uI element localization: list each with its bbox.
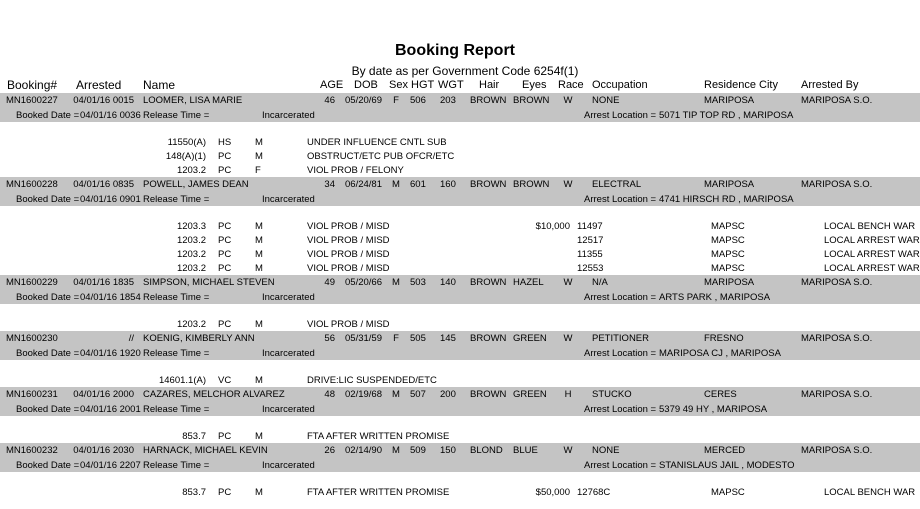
arrested-datetime: //: [128, 333, 134, 344]
sex: F: [393, 95, 399, 106]
dob: 05/31/59: [345, 333, 382, 344]
charge-description: VIOL PROB / MISD: [307, 249, 390, 260]
release-status: Incarcerated: [262, 110, 315, 121]
arrested-by: MARIPOSA S.O.: [801, 277, 873, 288]
booking-number: MN1600228: [6, 179, 58, 190]
charge-code: 14601.1(A): [158, 375, 206, 386]
release-status: Incarcerated: [262, 292, 315, 303]
booking-number: MN1600227: [6, 95, 58, 106]
case-number: 11355: [577, 249, 603, 260]
arrest-location-label: Arrest Location =: [584, 348, 657, 359]
occupation: PETITIONER: [592, 333, 650, 344]
booking-number: MN1600231: [6, 389, 58, 400]
person-name: CAZARES, MELCHOR ALVAREZ: [143, 389, 285, 400]
release-time-label: Release Time =: [143, 404, 210, 415]
dob: 05/20/66: [345, 277, 382, 288]
col-eyes: Eyes: [522, 79, 547, 91]
weight: 160: [440, 179, 456, 190]
hair: BROWN: [470, 179, 507, 190]
charge-level: M: [255, 375, 263, 386]
sex: M: [392, 389, 400, 400]
booking-number: MN1600232: [6, 445, 58, 456]
booked-date: 04/01/16 1920: [80, 348, 141, 359]
charge-description: UNDER INFLUENCE CNTL SUB: [307, 137, 447, 148]
charge-code: 1203.2: [176, 263, 206, 274]
dob: 02/14/90: [345, 445, 382, 456]
hair: BROWN: [470, 389, 507, 400]
booked-date: 04/01/16 2207: [80, 460, 141, 471]
charge-level: M: [255, 431, 263, 442]
charge-type: VC: [218, 375, 232, 386]
hair: BROWN: [470, 277, 507, 288]
arrest-location: STANISLAUS JAIL , MODESTO: [659, 460, 795, 471]
warrant-type: LOCAL BENCH WAR: [824, 221, 916, 232]
arrest-location: ARTS PARK , MARIPOSA: [659, 292, 771, 303]
occupation: NONE: [592, 95, 620, 106]
arrest-location-label: Arrest Location =: [584, 292, 657, 303]
occupation: N/A: [592, 277, 608, 288]
booked-date: 04/01/16 2001: [80, 404, 141, 415]
col-residence: Residence City: [704, 79, 778, 91]
col-age: AGE: [320, 79, 344, 91]
booking-number: MN1600229: [6, 277, 58, 288]
charge-description: VIOL PROB / MISD: [307, 221, 390, 232]
release-status: Incarcerated: [262, 348, 315, 359]
booked-date: 04/01/16 1854: [80, 292, 141, 303]
arrested-by: MARIPOSA S.O.: [801, 445, 873, 456]
arrested-datetime: 04/01/16 0835: [73, 179, 134, 190]
arrested-datetime: 04/01/16 2000: [73, 389, 134, 400]
charge-code: 1203.2: [176, 165, 206, 176]
issuing-agency: MAPSC: [711, 249, 745, 260]
charge-type: PC: [218, 431, 232, 442]
arrested-by: MARIPOSA S.O.: [801, 333, 873, 344]
charge-level: M: [255, 487, 263, 498]
person-name: SIMPSON, MICHAEL STEVEN: [143, 277, 275, 288]
col-arrested: Arrested: [76, 78, 122, 92]
arrested-datetime: 04/01/16 2030: [73, 445, 134, 456]
hair: BROWN: [470, 95, 507, 106]
report-title: Booking Report: [395, 42, 515, 59]
booked-date-label: Booked Date =: [16, 110, 80, 121]
charge-code: 1203.3: [176, 221, 206, 232]
booked-date-label: Booked Date =: [16, 460, 80, 471]
hair: BLOND: [470, 445, 503, 456]
release-time-label: Release Time =: [143, 110, 210, 121]
col-wgt: WGT: [438, 79, 464, 91]
arrested-datetime: 04/01/16 0015: [73, 95, 134, 106]
case-number: 12553: [577, 263, 604, 274]
issuing-agency: MAPSC: [711, 221, 745, 232]
arrest-location-label: Arrest Location =: [584, 460, 657, 471]
release-status: Incarcerated: [262, 404, 315, 415]
release-time-label: Release Time =: [143, 194, 210, 205]
charge-level: M: [255, 221, 263, 232]
charge-description: FTA AFTER WRITTEN PROMISE: [307, 487, 450, 498]
charge-level: F: [255, 165, 261, 176]
charge-type: PC: [218, 235, 232, 246]
race: W: [563, 95, 573, 106]
release-status: Incarcerated: [262, 460, 315, 471]
age: 48: [324, 389, 335, 400]
case-number: 12768C: [577, 487, 611, 498]
release-time-label: Release Time =: [143, 292, 210, 303]
arrest-location: 5071 TIP TOP RD , MARIPOSA: [659, 110, 794, 121]
booked-date-label: Booked Date =: [16, 348, 80, 359]
col-arrested-by: Arrested By: [801, 79, 859, 91]
charge-type: PC: [218, 221, 232, 232]
age: 56: [324, 333, 335, 344]
release-time-label: Release Time =: [143, 348, 210, 359]
bail-amount: $50,000: [535, 487, 570, 498]
booked-date-label: Booked Date =: [16, 404, 80, 415]
person-name: HARNACK, MICHAEL KEVIN: [143, 445, 268, 456]
charge-level: M: [255, 263, 263, 274]
person-name: KOENIG, KIMBERLY ANN: [143, 333, 255, 344]
col-name: Name: [143, 78, 176, 92]
occupation: ELECTRAL: [592, 179, 642, 190]
charge-description: VIOL PROB / MISD: [307, 319, 390, 330]
col-hgt: HGT: [411, 79, 435, 91]
eyes: BLUE: [513, 445, 538, 456]
height: 503: [410, 277, 426, 288]
person-name: LOOMER, LISA MARIE: [143, 95, 243, 106]
residence-city: MERCED: [704, 445, 746, 456]
hair: BROWN: [470, 333, 507, 344]
weight: 203: [440, 95, 456, 106]
residence-city: MARIPOSA: [704, 95, 755, 106]
occupation: STUCKO: [592, 389, 632, 400]
charge-level: M: [255, 151, 263, 162]
age: 49: [324, 277, 335, 288]
residence-city: CERES: [704, 389, 737, 400]
person-name: POWELL, JAMES DEAN: [143, 179, 249, 190]
booked-date: 04/01/16 0036: [80, 110, 141, 121]
charge-description: FTA AFTER WRITTEN PROMISE: [307, 431, 450, 442]
charge-code: 853.7: [182, 431, 206, 442]
col-dob: DOB: [354, 79, 378, 91]
weight: 145: [440, 333, 456, 344]
issuing-agency: MAPSC: [711, 235, 745, 246]
residence-city: MARIPOSA: [704, 179, 755, 190]
arrest-location-label: Arrest Location =: [584, 110, 657, 121]
residence-city: FRESNO: [704, 333, 744, 344]
weight: 140: [440, 277, 456, 288]
age: 34: [324, 179, 335, 190]
arrest-location: 5379 49 HY , MARIPOSA: [659, 404, 768, 415]
case-number: 12517: [577, 235, 604, 246]
charge-type: PC: [218, 249, 232, 260]
charge-code: 1203.2: [176, 235, 206, 246]
height: 505: [410, 333, 426, 344]
race: W: [563, 179, 573, 190]
arrested-datetime: 04/01/16 1835: [73, 277, 134, 288]
charge-level: M: [255, 249, 263, 260]
col-occupation: Occupation: [592, 79, 648, 91]
residence-city: MARIPOSA: [704, 277, 755, 288]
occupation: NONE: [592, 445, 620, 456]
dob: 02/19/68: [345, 389, 382, 400]
charge-type: PC: [218, 319, 232, 330]
eyes: HAZEL: [513, 277, 544, 288]
booked-date-label: Booked Date =: [16, 194, 80, 205]
charge-type: PC: [218, 263, 232, 274]
weight: 200: [440, 389, 456, 400]
booked-date-label: Booked Date =: [16, 292, 80, 303]
race: W: [563, 445, 573, 456]
case-number: 11497: [577, 221, 603, 232]
charge-type: HS: [218, 137, 232, 148]
issuing-agency: MAPSC: [711, 487, 745, 498]
race: W: [563, 333, 573, 344]
charge-description: DRIVE:LIC SUSPENDED/ETC: [307, 375, 437, 386]
eyes: GREEN: [513, 333, 547, 344]
charge-level: M: [255, 235, 263, 246]
charge-description: VIOL PROB / MISD: [307, 263, 390, 274]
charge-description: OBSTRUCT/ETC PUB OFCR/ETC: [307, 151, 455, 162]
col-hair: Hair: [479, 79, 500, 91]
charge-code: 853.7: [182, 487, 206, 498]
charge-type: PC: [218, 151, 232, 162]
charge-description: VIOL PROB / MISD: [307, 235, 390, 246]
booked-date: 04/01/16 0901: [80, 194, 141, 205]
arrest-location: MARIPOSA CJ , MARIPOSA: [659, 348, 781, 359]
age: 46: [324, 95, 335, 106]
charge-code: 1203.2: [176, 249, 206, 260]
dob: 06/24/81: [345, 179, 382, 190]
age: 26: [324, 445, 335, 456]
sex: M: [392, 179, 400, 190]
height: 506: [410, 95, 426, 106]
warrant-type: LOCAL ARREST WAR: [824, 235, 920, 246]
col-race: Race: [558, 79, 584, 91]
arrest-location: 4741 HIRSCH RD , MARIPOSA: [659, 194, 794, 205]
report-subtitle: By date as per Government Code 6254f(1): [351, 64, 579, 78]
release-status: Incarcerated: [262, 194, 315, 205]
arrest-location-label: Arrest Location =: [584, 404, 657, 415]
issuing-agency: MAPSC: [711, 263, 745, 274]
charge-code: 11550(A): [167, 137, 206, 148]
booking-number: MN1600230: [6, 333, 58, 344]
sex: M: [392, 445, 400, 456]
warrant-type: LOCAL ARREST WAR: [824, 249, 920, 260]
warrant-type: LOCAL BENCH WAR: [824, 487, 916, 498]
arrested-by: MARIPOSA S.O.: [801, 95, 873, 106]
eyes: BROWN: [513, 95, 550, 106]
charge-type: PC: [218, 487, 232, 498]
eyes: GREEN: [513, 389, 547, 400]
arrested-by: MARIPOSA S.O.: [801, 389, 873, 400]
race: H: [564, 389, 572, 400]
charge-description: VIOL PROB / FELONY: [307, 165, 404, 176]
charge-level: M: [255, 137, 263, 148]
arrested-by: MARIPOSA S.O.: [801, 179, 873, 190]
race: W: [563, 277, 573, 288]
col-booking: Booking#: [7, 78, 58, 92]
eyes: BROWN: [513, 179, 550, 190]
weight: 150: [440, 445, 456, 456]
release-time-label: Release Time =: [143, 460, 210, 471]
charge-level: M: [255, 319, 263, 330]
charge-code: 1203.2: [176, 319, 206, 330]
sex: F: [393, 333, 399, 344]
height: 509: [410, 445, 426, 456]
bail-amount: $10,000: [535, 221, 570, 232]
charge-type: PC: [218, 165, 232, 176]
sex: M: [392, 277, 400, 288]
charge-code: 148(A)(1): [165, 151, 206, 162]
height: 601: [410, 179, 426, 190]
dob: 05/20/69: [345, 95, 382, 106]
height: 507: [410, 389, 426, 400]
warrant-type: LOCAL ARREST WAR: [824, 263, 920, 274]
col-sex: Sex: [389, 79, 408, 91]
arrest-location-label: Arrest Location =: [584, 194, 657, 205]
